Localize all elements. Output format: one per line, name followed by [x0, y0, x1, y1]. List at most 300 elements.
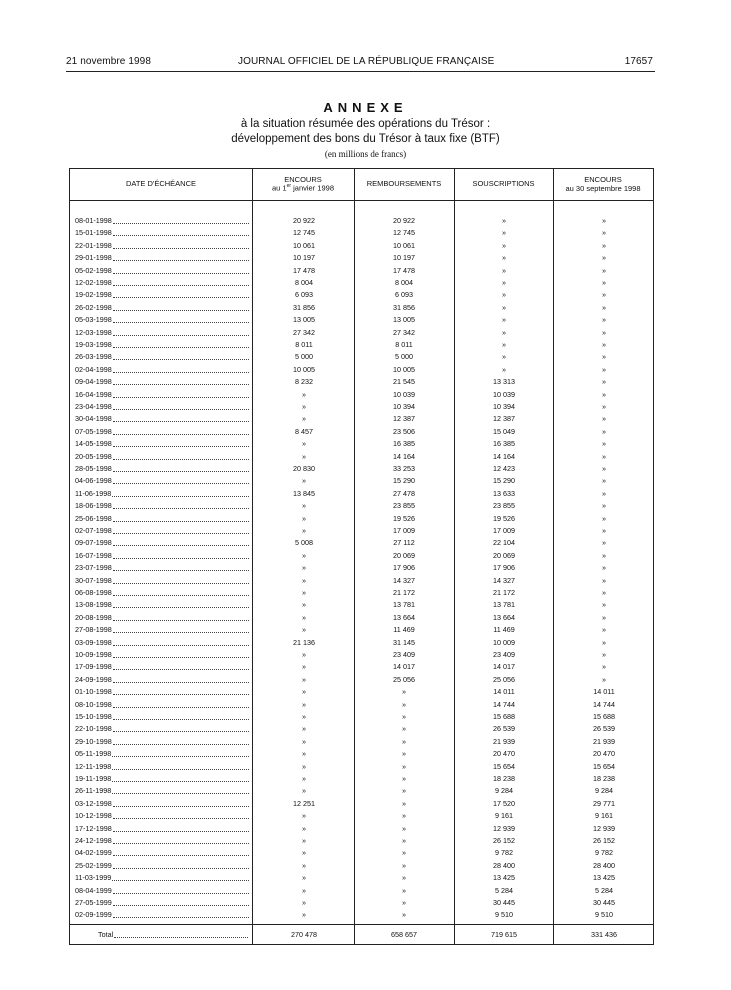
cell-souscriptions: »	[502, 364, 506, 374]
table-row	[70, 488, 653, 500]
date-text: 15-10-1998	[75, 712, 112, 721]
cell-remboursements: 23 855	[393, 501, 415, 511]
date-text: 27-08-1998	[75, 625, 112, 635]
cell-souscriptions: 17 520	[493, 798, 515, 808]
header-page-number: 17657	[624, 56, 653, 67]
cell-souscriptions: 14 011	[493, 687, 515, 697]
cell-encours-end: »	[602, 637, 606, 647]
dot-leader	[112, 773, 249, 782]
dot-leader	[113, 723, 249, 732]
cell-souscriptions: 13 633	[493, 488, 515, 498]
table-row	[70, 711, 653, 723]
table-row	[70, 835, 653, 847]
cell-remboursements: »	[402, 736, 406, 746]
dot-leader	[113, 215, 249, 224]
cell-souscriptions: 9 510	[495, 910, 513, 920]
cell-encours-end: »	[602, 290, 606, 300]
cell-date	[75, 761, 249, 773]
cell-remboursements: »	[402, 811, 406, 821]
cell-date	[75, 612, 249, 624]
cell-encours-start: 6 093	[295, 290, 313, 300]
cell-encours-start: »	[302, 550, 306, 560]
cell-encours-end: »	[602, 340, 606, 349]
cell-remboursements: »	[402, 786, 406, 796]
cell-souscriptions: 15 654	[493, 761, 515, 771]
cell-date	[75, 885, 249, 897]
cell-encours-end: 15 688	[593, 712, 615, 721]
cell-date	[75, 823, 249, 835]
dot-leader	[113, 376, 249, 385]
cell-date	[75, 649, 249, 661]
date-text: 11-06-1998	[75, 488, 112, 498]
table-row	[70, 723, 653, 735]
date-text: 20-05-1998	[75, 451, 112, 461]
cell-encours-start: »	[302, 662, 306, 672]
cell-encours-end: »	[602, 278, 606, 287]
dot-leader	[112, 488, 249, 497]
cell-encours-start: »	[302, 575, 306, 585]
table-row	[70, 823, 653, 835]
dot-leader	[113, 860, 249, 869]
cell-remboursements: 27 112	[393, 538, 415, 548]
cell-date	[75, 748, 249, 760]
cell-encours-end: »	[602, 228, 606, 238]
cell-encours-end: 9 510	[595, 910, 613, 920]
cell-date	[75, 389, 249, 401]
cell-date	[75, 872, 249, 884]
cell-encours-end: »	[602, 327, 606, 337]
cell-date	[75, 810, 249, 822]
table-row	[70, 500, 653, 512]
cell-date	[75, 289, 249, 301]
table-row	[70, 773, 653, 785]
cell-date	[75, 475, 249, 487]
date-text: 30-04-1998	[75, 414, 112, 424]
subtitle-line-2: développement des bons du Trésor à taux fixe (BTF)	[231, 133, 500, 145]
cell-date	[75, 897, 249, 909]
date-text: 10-12-1998	[75, 811, 112, 821]
cell-souscriptions: »	[502, 290, 506, 300]
cell-encours-start: 5 008	[295, 538, 313, 548]
cell-souscriptions: 17 906	[493, 563, 515, 573]
table-row	[70, 289, 653, 301]
dot-leader	[113, 798, 249, 807]
cell-encours-end: 15 654	[593, 761, 615, 771]
date-text: 19-11-1998	[75, 774, 112, 783]
cell-souscriptions: 26 539	[493, 724, 515, 734]
cell-remboursements: »	[402, 724, 406, 734]
date-text: 07-05-1998	[75, 426, 112, 436]
cell-date	[75, 513, 249, 525]
cell-date	[75, 227, 249, 239]
cell-encours-start: 10 197	[293, 253, 315, 263]
date-text: 17-09-1998	[75, 662, 112, 672]
table-row	[70, 252, 653, 264]
table-row	[70, 327, 653, 339]
cell-date	[75, 314, 249, 326]
cell-date	[75, 376, 249, 388]
cell-encours-start: »	[302, 414, 306, 424]
cell-encours-end: »	[602, 550, 606, 560]
cell-date	[75, 674, 249, 686]
date-text: 06-08-1998	[75, 588, 112, 597]
cell-remboursements: 21 172	[393, 588, 415, 597]
table-row	[70, 699, 653, 711]
date-text: 01-10-1998	[75, 687, 112, 697]
cell-encours-end: »	[602, 563, 606, 573]
cell-encours-start: »	[302, 860, 306, 870]
cell-encours-end: »	[602, 674, 606, 684]
dot-leader	[113, 612, 249, 621]
table-row	[70, 451, 653, 463]
cell-encours-end: 21 939	[593, 736, 615, 746]
cell-date	[75, 785, 249, 797]
cell-remboursements: »	[402, 910, 406, 920]
cell-souscriptions: 14 744	[493, 699, 515, 709]
date-text: 14-05-1998	[75, 439, 112, 449]
cell-remboursements: 6 093	[395, 290, 413, 300]
cell-encours-start: »	[302, 439, 306, 449]
date-text: 22-10-1998	[75, 724, 112, 734]
cell-date	[75, 587, 249, 599]
date-text: 05-02-1998	[75, 265, 112, 275]
total-row	[70, 929, 653, 941]
dot-leader	[113, 575, 249, 584]
cell-date	[75, 401, 249, 413]
cell-remboursements: 14 164	[393, 451, 415, 461]
cell-souscriptions: 23 409	[493, 650, 515, 659]
table-row	[70, 736, 653, 748]
cell-date	[75, 699, 249, 711]
cell-souscriptions: 15 290	[493, 476, 515, 486]
cell-souscriptions: 14 327	[493, 575, 515, 585]
col-header-souscriptions: SOUSCRIPTIONS	[472, 179, 535, 189]
cell-souscriptions: 13 313	[493, 377, 515, 387]
table-row	[70, 351, 653, 363]
table-row	[70, 426, 653, 438]
col-header-date: DATE D'ÉCHÉANCE	[125, 179, 197, 189]
dot-leader	[113, 339, 249, 348]
date-text: 02-09-1999	[75, 910, 112, 920]
cell-encours-end: »	[602, 588, 606, 597]
date-text: 24-09-1998	[75, 674, 112, 684]
cell-souscriptions: 9 284	[495, 786, 513, 796]
cell-date	[75, 686, 249, 698]
cell-encours-end: 26 152	[593, 836, 615, 845]
cell-remboursements: 25 056	[393, 674, 415, 684]
cell-encours-start: 8 004	[295, 278, 313, 287]
cell-souscriptions: 13 425	[493, 873, 515, 883]
cell-souscriptions: 12 387	[493, 414, 515, 424]
cell-souscriptions: 13 664	[493, 612, 515, 622]
cell-encours-start: 31 856	[293, 302, 315, 312]
dot-leader	[113, 897, 249, 906]
dot-leader	[113, 587, 249, 596]
col-header-encours-start: ENCOURS au 1er janvier 1998	[271, 174, 334, 193]
cell-encours-start: 21 136	[293, 637, 315, 647]
cell-encours-start: »	[302, 724, 306, 734]
table-row	[70, 475, 653, 487]
cell-encours-start: 10 061	[293, 240, 315, 250]
date-text: 09-07-1998	[75, 538, 112, 548]
cell-souscriptions: »	[502, 216, 506, 225]
cell-encours-start: »	[302, 823, 306, 833]
cell-encours-end: »	[602, 662, 606, 672]
dot-leader	[113, 240, 249, 249]
cell-souscriptions: 17 009	[493, 526, 515, 535]
cell-remboursements: 14 017	[393, 662, 415, 672]
cell-date	[75, 265, 249, 277]
cell-souscriptions: 22 104	[493, 538, 515, 548]
cell-encours-end: »	[602, 426, 606, 436]
cell-encours-start: 8 011	[295, 340, 313, 349]
cell-encours-end: 26 539	[593, 724, 615, 734]
cell-remboursements: 17 478	[393, 265, 415, 275]
cell-encours-end: »	[602, 501, 606, 511]
cell-remboursements: »	[402, 848, 406, 858]
cell-souscriptions: 20 069	[493, 550, 515, 560]
cell-date	[75, 599, 249, 611]
total-divider	[70, 924, 653, 925]
cell-date	[75, 860, 249, 872]
cell-date	[75, 909, 249, 921]
total-label: Total	[98, 930, 114, 939]
cell-encours-start: »	[302, 836, 306, 845]
date-text: 30-07-1998	[75, 575, 112, 585]
cell-encours-start: 8 232	[295, 377, 313, 387]
date-text: 12-11-1998	[75, 761, 112, 771]
date-text: 02-07-1998	[75, 526, 112, 535]
cell-remboursements: 16 385	[393, 439, 415, 449]
cell-encours-end: 9 284	[595, 786, 613, 796]
cell-remboursements: 23 409	[393, 650, 415, 659]
cell-remboursements: 20 922	[393, 216, 415, 225]
date-text: 23-04-1998	[75, 402, 112, 411]
col-header-remboursements: REMBOURSEMENTS	[366, 179, 442, 189]
table-row	[70, 562, 653, 574]
cell-encours-end: »	[602, 650, 606, 659]
dot-leader	[113, 500, 249, 509]
date-text: 03-12-1998	[75, 798, 112, 808]
cell-date	[75, 637, 249, 649]
table-row	[70, 860, 653, 872]
cell-date	[75, 525, 249, 537]
dot-leader	[113, 265, 249, 274]
table-row	[70, 810, 653, 822]
cell-date	[75, 500, 249, 512]
cell-date	[75, 624, 249, 636]
cell-encours-end: 5 284	[595, 885, 613, 895]
cell-remboursements: 10 005	[393, 364, 415, 374]
cell-encours-start: »	[302, 736, 306, 746]
date-text: 25-06-1998	[75, 513, 112, 523]
date-text: 26-02-1998	[75, 302, 112, 312]
dot-leader	[113, 562, 249, 571]
table-row	[70, 661, 653, 673]
date-text: 29-01-1998	[75, 253, 112, 263]
table-row	[70, 376, 653, 388]
cell-encours-end: »	[602, 216, 606, 225]
table-row	[70, 649, 653, 661]
cell-remboursements: 8 004	[395, 278, 413, 287]
cell-encours-end: »	[602, 414, 606, 424]
cell-date	[75, 773, 249, 785]
dot-leader	[113, 227, 249, 236]
cell-encours-end: 9 161	[595, 811, 613, 821]
dot-leader	[113, 810, 249, 819]
cell-souscriptions: »	[502, 278, 506, 287]
date-text: 16-04-1998	[75, 389, 112, 399]
cell-souscriptions: »	[502, 228, 506, 238]
cell-date	[75, 562, 249, 574]
date-text: 05-11-1998	[75, 749, 112, 759]
cell-remboursements: 10 039	[393, 389, 415, 399]
cell-encours-end: 14 011	[593, 687, 615, 697]
date-text: 04-02-1999	[75, 848, 112, 858]
cell-encours-end: »	[602, 600, 606, 610]
header-journal-title: JOURNAL OFFICIEL DE LA RÉPUBLIQUE FRANÇAISE	[238, 56, 495, 67]
cell-souscriptions: »	[502, 315, 506, 325]
cell-encours-start: »	[302, 513, 306, 523]
cell-remboursements: 10 197	[393, 253, 415, 263]
cell-encours-start: »	[302, 451, 306, 461]
table-row	[70, 612, 653, 624]
cell-encours-end: 29 771	[593, 798, 615, 808]
cell-encours-end: »	[602, 439, 606, 449]
dot-leader	[113, 525, 249, 534]
cell-encours-start: 17 478	[293, 265, 315, 275]
dot-leader	[113, 736, 249, 745]
date-text: 04-06-1998	[75, 476, 112, 486]
cell-encours-end: »	[602, 364, 606, 374]
cell-date	[75, 240, 249, 252]
cell-encours-start: 13 005	[293, 315, 315, 325]
cell-encours-start: »	[302, 873, 306, 883]
cell-encours-start: »	[302, 402, 306, 411]
dot-leader	[113, 550, 249, 559]
cell-souscriptions: 20 470	[493, 749, 515, 759]
dot-leader	[113, 513, 249, 522]
cell-remboursements: »	[402, 712, 406, 721]
date-text: 26-11-1998	[75, 786, 112, 796]
cell-encours-start: »	[302, 600, 306, 610]
cell-encours-end: 28 400	[593, 860, 615, 870]
date-text: 08-04-1999	[75, 885, 112, 895]
cell-remboursements: 21 545	[393, 377, 415, 387]
table-row	[70, 389, 653, 401]
cell-encours-start: »	[302, 712, 306, 721]
cell-souscriptions: 10 009	[493, 637, 515, 647]
cell-encours-start: 20 922	[293, 216, 315, 225]
dot-leader	[113, 389, 249, 398]
cell-remboursements: »	[402, 898, 406, 907]
cell-remboursements: 27 478	[393, 488, 415, 498]
dot-leader	[113, 699, 249, 708]
cell-date	[75, 711, 249, 723]
cell-date	[75, 723, 249, 735]
cell-encours-start: 27 342	[293, 327, 315, 337]
cell-souscriptions: 25 056	[493, 674, 515, 684]
dot-leader	[113, 327, 249, 336]
cell-date	[75, 488, 249, 500]
date-text: 09-04-1998	[75, 377, 112, 387]
cell-souscriptions: 21 172	[493, 588, 515, 597]
cell-date	[75, 364, 249, 376]
table-row	[70, 314, 653, 326]
cell-encours-start: »	[302, 687, 306, 697]
cell-encours-start: 20 830	[293, 464, 315, 473]
date-text: 19-03-1998	[75, 340, 112, 349]
table-row	[70, 339, 653, 351]
dot-leader	[112, 761, 249, 770]
date-text: 03-09-1998	[75, 637, 112, 647]
cell-remboursements: »	[402, 885, 406, 895]
table-row	[70, 240, 653, 252]
date-text: 08-10-1998	[75, 699, 112, 709]
date-text: 29-10-1998	[75, 736, 112, 746]
table-row	[70, 761, 653, 773]
cell-souscriptions: 12 939	[493, 823, 515, 833]
table-row	[70, 265, 653, 277]
cell-encours-start: »	[302, 650, 306, 659]
cell-remboursements: 8 011	[395, 340, 413, 349]
cell-souscriptions: 13 781	[493, 600, 515, 610]
date-text: 25-02-1999	[75, 860, 112, 870]
cell-encours-start: »	[302, 786, 306, 796]
date-text: 28-05-1998	[75, 464, 112, 473]
cell-remboursements: »	[402, 836, 406, 845]
cell-encours-end: 9 782	[595, 848, 613, 858]
header-date: 21 novembre 1998	[66, 56, 151, 67]
date-text: 16-07-1998	[75, 550, 112, 560]
cell-remboursements: 33 253	[393, 464, 415, 473]
table-row	[70, 277, 653, 289]
cell-encours-end: »	[602, 389, 606, 399]
cell-souscriptions: 26 152	[493, 836, 515, 845]
cell-encours-start: »	[302, 674, 306, 684]
cell-souscriptions: 9 782	[495, 848, 513, 858]
table-row	[70, 302, 653, 314]
date-text: 12-02-1998	[75, 278, 112, 287]
cell-souscriptions: »	[502, 352, 506, 362]
cell-souscriptions: »	[502, 340, 506, 349]
dot-leader	[113, 438, 249, 447]
date-text: 15-01-1998	[75, 228, 112, 238]
header-divider	[70, 200, 653, 201]
cell-encours-start: »	[302, 761, 306, 771]
cell-date	[75, 550, 249, 562]
cell-souscriptions: 30 445	[493, 898, 515, 907]
table-row	[70, 401, 653, 413]
cell-souscriptions: »	[502, 265, 506, 275]
cell-souscriptions: 10 039	[493, 389, 515, 399]
total-souscriptions: 719 615	[491, 930, 517, 939]
cell-date	[75, 302, 249, 314]
cell-date	[75, 277, 249, 289]
table-row	[70, 364, 653, 376]
cell-encours-end: 14 744	[593, 699, 615, 709]
cell-date	[75, 339, 249, 351]
cell-encours-start: »	[302, 612, 306, 622]
cell-date	[75, 463, 249, 475]
cell-date	[75, 451, 249, 463]
cell-encours-start: »	[302, 811, 306, 821]
cell-encours-start: »	[302, 749, 306, 759]
subtitle-line-1: à la situation résumée des opérations du Trésor :	[240, 118, 491, 130]
dot-leader	[113, 364, 249, 373]
cell-encours-start: 8 457	[295, 426, 313, 436]
dot-leader	[113, 277, 249, 286]
